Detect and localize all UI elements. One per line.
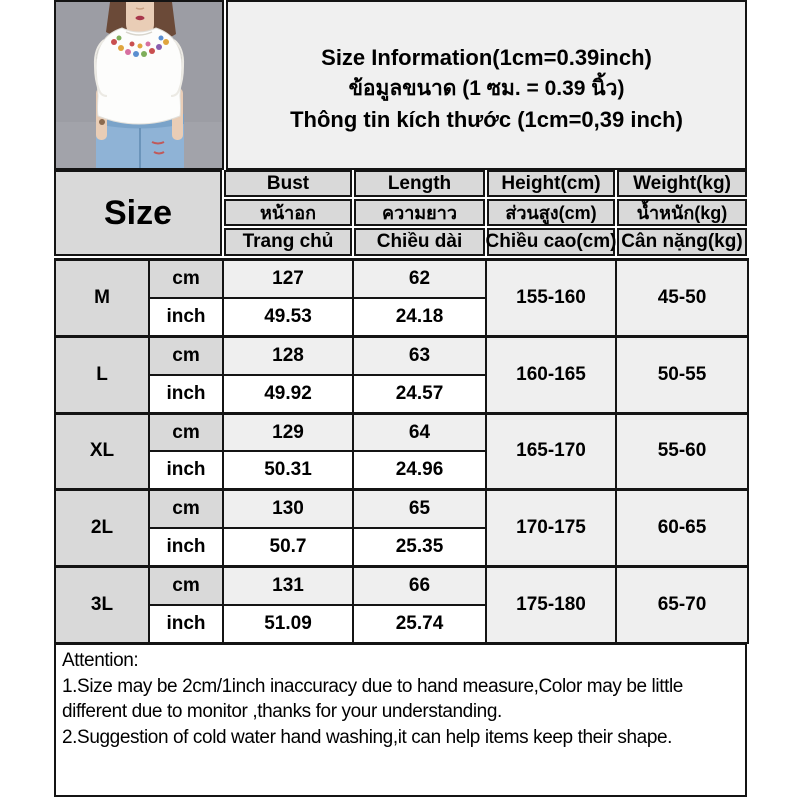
length-cm-value: 64 <box>353 413 486 451</box>
unit-label: inch <box>149 375 223 413</box>
col-header-bust-en: Bust <box>224 170 352 197</box>
table-row <box>55 336 748 374</box>
length-inch-value: 25.35 <box>353 528 486 566</box>
bust-inch-value: 49.92 <box>223 375 353 413</box>
bust-inch-value: 50.7 <box>223 528 353 566</box>
length-inch-value: 24.57 <box>353 375 486 413</box>
unit-label: cm <box>149 490 223 528</box>
bust-cm-value: 130 <box>223 490 353 528</box>
size-header-cell: Size <box>54 170 222 256</box>
unit-label: cm <box>149 260 223 298</box>
size-label-l: L <box>55 336 149 413</box>
unit-label: inch <box>149 528 223 566</box>
table-row <box>55 413 748 451</box>
col-header-bust-vi: Trang chủ <box>224 228 352 256</box>
title-vietnamese: Thông tin kích thước (1cm=0,39 inch) <box>290 106 683 132</box>
weight-value: 45-50 <box>616 260 748 337</box>
size-table-header <box>54 170 747 258</box>
title-english: Size Information(1cm=0.39inch) <box>321 44 652 70</box>
table-row <box>55 567 748 605</box>
table-row <box>55 260 748 298</box>
col-header-length-vi: Chiều dài <box>354 228 485 256</box>
bust-inch-value: 49.53 <box>223 298 353 336</box>
unit-label: cm <box>149 567 223 605</box>
col-header-length-en: Length <box>354 170 485 197</box>
bust-cm-value: 131 <box>223 567 353 605</box>
col-header-weight-th: น้ำหนัก(kg) <box>617 199 747 226</box>
attention-notes-box <box>54 642 747 797</box>
col-header-bust-th: หน้าอก <box>224 199 352 226</box>
col-header-weight-vi: Cân nặng(kg) <box>617 228 747 256</box>
col-header-height-en: Height(cm) <box>487 170 615 197</box>
title-thai: ข้อมูลขนาด (1 ซม. = 0.39 นิ้ว) <box>348 76 625 100</box>
unit-label: inch <box>149 451 223 489</box>
col-header-weight-en: Weight(kg) <box>617 170 747 197</box>
weight-value: 60-65 <box>616 490 748 567</box>
size-information-title-box <box>226 0 747 170</box>
product-photo <box>54 0 224 170</box>
size-data-table <box>54 258 749 644</box>
unit-label: cm <box>149 336 223 374</box>
length-cm-value: 65 <box>353 490 486 528</box>
unit-label: inch <box>149 605 223 643</box>
bust-cm-value: 127 <box>223 260 353 298</box>
attention-note-1: 1.Size may be 2cm/1inch inaccuracy due to hand measure,Color may be little different due to monitor ,thanks for your understanding. <box>62 675 683 722</box>
bust-inch-value: 50.31 <box>223 451 353 489</box>
unit-label: inch <box>149 298 223 336</box>
col-header-height-vi: Chiều cao(cm) <box>487 228 615 256</box>
col-header-height-th: ส่วนสูง(cm) <box>487 199 615 226</box>
attention-heading: Attention: <box>62 650 139 671</box>
bust-cm-value: 129 <box>223 413 353 451</box>
size-label-xl: XL <box>55 413 149 490</box>
height-value: 155-160 <box>486 260 616 337</box>
bust-inch-value: 51.09 <box>223 605 353 643</box>
attention-note-2: 2.Suggestion of cold water hand washing,it can help items keep their shape. <box>62 726 673 748</box>
size-label-3l: 3L <box>55 567 149 644</box>
product-photo-illustration <box>56 2 222 168</box>
height-value: 160-165 <box>486 336 616 413</box>
length-cm-value: 66 <box>353 567 486 605</box>
weight-value: 65-70 <box>616 567 748 644</box>
length-inch-value: 24.18 <box>353 298 486 336</box>
length-inch-value: 24.96 <box>353 451 486 489</box>
col-header-length-th: ความยาว <box>354 199 485 226</box>
size-label-2l: 2L <box>55 490 149 567</box>
weight-value: 55-60 <box>616 413 748 490</box>
weight-value: 50-55 <box>616 336 748 413</box>
height-value: 170-175 <box>486 490 616 567</box>
height-value: 165-170 <box>486 413 616 490</box>
length-cm-value: 63 <box>353 336 486 374</box>
size-label-m: M <box>55 260 149 337</box>
table-row <box>55 490 748 528</box>
length-inch-value: 25.74 <box>353 605 486 643</box>
length-cm-value: 62 <box>353 260 486 298</box>
height-value: 175-180 <box>486 567 616 644</box>
bust-cm-value: 128 <box>223 336 353 374</box>
unit-label: cm <box>149 413 223 451</box>
